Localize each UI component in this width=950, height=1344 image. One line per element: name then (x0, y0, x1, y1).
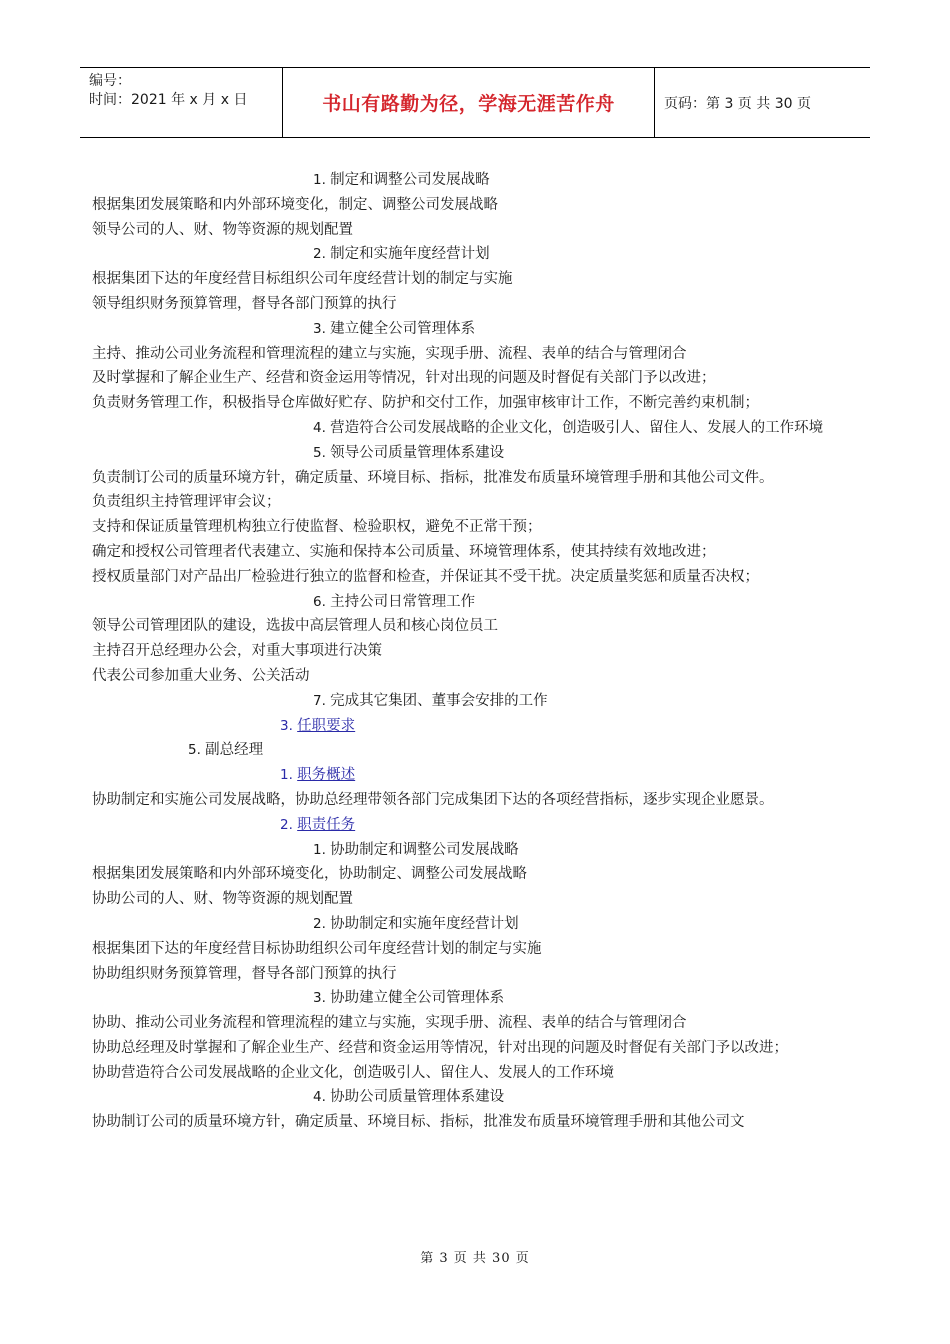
serial-label: 编号： (89, 73, 131, 89)
header-page-info: 页码：第 3 页 共 30 页 (664, 95, 811, 112)
numbered-heading (92, 738, 872, 763)
numbered-heading (92, 1085, 872, 1110)
heading-number: 7. (313, 692, 331, 709)
heading-number: 5. (313, 444, 331, 461)
heading-text: 协助制定和调整公司发展战略 (330, 841, 519, 858)
paragraph: 确定和授权公司管理者代表建立、实施和保持本公司质量、环境管理体系，使其持续有效地改进； (92, 543, 716, 560)
paragraph: 根据集团下达的年度经营目标协助组织公司年度经营计划的制定与实施 (92, 940, 542, 957)
paragraph: 主持、推动公司业务流程和管理流程的建立与实施，实现手册、流程、表单的结合与管理闭合 (92, 345, 687, 362)
paragraph: 根据集团发展策略和内外部环境变化，制定、调整公司发展战略 (92, 196, 498, 213)
heading-number: 3. (280, 717, 298, 734)
paragraph: 代表公司参加重大业务、公关活动 (92, 667, 310, 684)
section-heading-link (92, 714, 872, 739)
heading-text: 营造符合公司发展战略的企业文化，创造吸引人、留住人、发展人的工作环境 (330, 419, 824, 436)
heading-number: 1. (313, 172, 331, 188)
numbered-heading (92, 416, 858, 441)
paragraph: 协助组织财务预算管理，督导各部门预算的执行 (92, 965, 397, 982)
page-footer: 第 3 页 共 30 页 (420, 1251, 530, 1266)
document-body (92, 168, 872, 1135)
heading-number: 3. (313, 990, 331, 1007)
numbered-heading (92, 242, 872, 267)
numbered-heading (92, 986, 872, 1011)
paragraph: 支持和保证质量管理机构独立行使监督、检验职权，避免不正常干预； (92, 519, 542, 536)
numbered-heading (92, 912, 872, 937)
heading-text: 协助建立健全公司管理体系 (330, 990, 505, 1007)
heading-number: 5. (188, 742, 206, 759)
heading-number: 4. (313, 419, 331, 436)
heading-text: 主持公司日常管理工作 (330, 593, 476, 610)
paragraph: 协助公司的人、财、物等资源的规划配置 (92, 891, 353, 908)
numbered-heading (92, 590, 872, 615)
heading-number: 2. (313, 246, 331, 263)
paragraph: 协助总经理及时掌握和了解企业生产、经营和资金运用等情况，针对出现的问题及时督促有关部门予以改进； (92, 1039, 788, 1056)
paragraph: 协助制订公司的质量环境方针，确定质量、环境目标、指标，批准发布质量环境管理手册和其他公司文 (92, 1114, 745, 1131)
heading-text: 制定和实施年度经营计划 (330, 246, 490, 263)
heading-link-text[interactable]: 任职要求 (297, 717, 356, 734)
numbered-heading (92, 168, 872, 193)
heading-text: 协助制定和实施年度经营计划 (330, 915, 519, 932)
paragraph: 协助、推动公司业务流程和管理流程的建立与实施，实现手册、流程、表单的结合与管理闭合 (92, 1015, 687, 1032)
heading-text: 制定和调整公司发展战略 (330, 172, 490, 188)
numbered-heading (92, 838, 872, 863)
heading-number: 1. (313, 841, 331, 858)
paragraph: 授权质量部门对产品出厂检验进行独立的监督和检查，并保证其不受干扰。决定质量奖惩和质量否决权； (92, 568, 759, 585)
paragraph: 领导公司管理团队的建设，选拔中高层管理人员和核心岗位员工 (92, 618, 498, 635)
numbered-heading (92, 317, 872, 342)
heading-link-text[interactable]: 职责任务 (297, 816, 356, 833)
paragraph: 负责财务管理工作，积极指导仓库做好贮存、防护和交付工作，加强审核审计工作，不断完善约束机制； (92, 395, 759, 412)
heading-number: 2. (280, 816, 298, 833)
page-header (80, 67, 870, 138)
numbered-heading (92, 441, 872, 466)
heading-link-text[interactable]: 职务概述 (297, 767, 356, 784)
header-meta (80, 68, 282, 137)
heading-text: 完成其它集团、董事会安排的工作 (330, 692, 548, 709)
section-heading-link (92, 813, 872, 838)
heading-text: 领导公司质量管理体系建设 (330, 444, 505, 461)
heading-text: 建立健全公司管理体系 (330, 320, 476, 337)
date-label: 时间：2021 年 x 月 x 日 (89, 92, 248, 108)
header-motto: 书山有路勤为径，学海无涯苦作舟 (282, 68, 655, 137)
heading-number: 6. (313, 593, 331, 610)
heading-number: 3. (313, 320, 331, 337)
heading-number: 1. (280, 767, 298, 784)
paragraph: 负责制订公司的质量环境方针，确定质量、环境目标、指标，批准发布质量环境管理手册和其他公司文件。 (92, 469, 774, 486)
heading-number: 4. (313, 1089, 331, 1106)
paragraph: 根据集团发展策略和内外部环境变化，协助制定、调整公司发展战略 (92, 866, 527, 883)
heading-text: 副总经理 (205, 742, 264, 759)
paragraph: 协助制定和实施公司发展战略，协助总经理带领各部门完成集团下达的各项经营指标，逐步实现企业愿景。 (92, 791, 774, 808)
paragraph: 主持召开总经理办公会，对重大事项进行决策 (92, 643, 382, 660)
heading-number: 2. (313, 915, 331, 932)
paragraph: 负责组织主持管理评审会议； (92, 494, 281, 511)
paragraph: 根据集团下达的年度经营目标组织公司年度经营计划的制定与实施 (92, 271, 513, 288)
paragraph: 领导组织财务预算管理，督导各部门预算的执行 (92, 295, 397, 312)
numbered-heading (92, 689, 872, 714)
heading-text: 协助公司质量管理体系建设 (330, 1089, 505, 1106)
paragraph: 及时掌握和了解企业生产、经营和资金运用等情况，针对出现的问题及时督促有关部门予以改进； (92, 370, 716, 387)
section-heading-link (92, 763, 872, 788)
paragraph: 协助营造符合公司发展战略的企业文化，创造吸引人、留住人、发展人的工作环境 (92, 1064, 614, 1081)
paragraph: 领导公司的人、财、物等资源的规划配置 (92, 221, 353, 238)
